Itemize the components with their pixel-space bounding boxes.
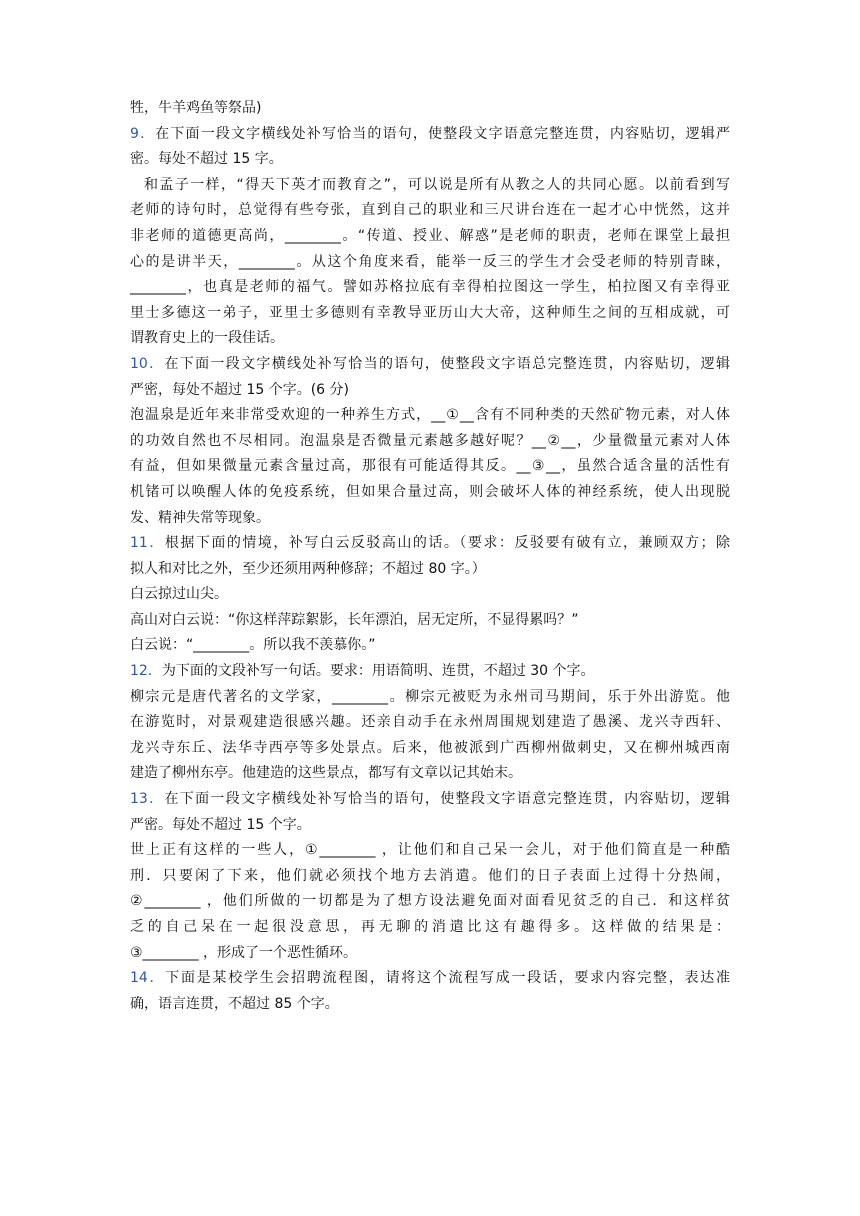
line-text: 有益，但如果微量元素含量过高，那很有可能适得其反。__③__，虽然合适含量的活性有 <box>130 458 730 475</box>
line-text: 高山对白云说：“你这样萍踪絮影，长年漂泊，居无定所，不显得累吗？” <box>130 611 579 628</box>
line-text: 龙兴寺东丘、法华寺西亭等多处景点。后来，他被派到广西柳州做刺史，又在柳州城西南 <box>130 739 730 756</box>
line-text: 在下面一段文字横线处补写恰当的语句，使整段文字语总完整连贯，内容贴切，逻辑 <box>164 355 730 372</box>
text-line <box>130 633 730 659</box>
text-line <box>130 224 730 250</box>
text-line <box>130 608 730 634</box>
line-text: ________，也真是老师的福气。譬如苏格拉底有幸得柏拉图这一学生，柏拉图又有幸得亚 <box>130 279 730 296</box>
question-line <box>130 122 730 148</box>
question-line <box>130 352 730 378</box>
document-page <box>130 96 730 1017</box>
line-text: 世上正有这样的一些人，①________ ，让他们和自己呆一会儿，对于他们简直是一种酷 <box>130 842 730 859</box>
question-number: 13． <box>130 791 165 808</box>
line-text: 在游览时，对景观建造很感兴趣。还亲自动手在永州周围规划建造了愚溪、龙兴寺西轩、 <box>130 714 730 731</box>
text-line <box>130 480 730 506</box>
line-text: 牲，牛羊鸡鱼等祭品) <box>130 100 262 116</box>
line-text: ②________ ，他们所做的一切都是为了想方设法避免面对面看见贫乏的自己．和这样贫 <box>130 893 730 910</box>
question-line <box>130 787 730 813</box>
line-text: 柳宗元是唐代著名的文学家，________。柳宗元被贬为永州司马期间，乐于外出游览。他 <box>130 688 730 705</box>
line-text: 在下面一段文字横线处补写恰当的语句，使整段文字语意完整连贯，内容贴切，逻辑 <box>164 791 730 808</box>
question-line <box>130 966 730 992</box>
text-line <box>130 761 730 787</box>
line-text: 发、精神失常等现象。 <box>130 509 270 526</box>
line-text: 为下面的文段补写一句话。要求：用语简明、连贯，不超过 30 个字。 <box>161 663 595 680</box>
line-text: 心的是讲半天，________。从这个角度来看，能举一反三的学生才会受老师的特别青睐， <box>130 253 730 270</box>
text-line <box>130 429 730 455</box>
text-line <box>130 326 730 352</box>
line-text: 白云掠过山尖。 <box>130 586 228 603</box>
text-line <box>130 403 730 429</box>
text-line <box>130 889 730 915</box>
line-text: 白云说：“________。所以我不羡慕你。” <box>130 637 376 654</box>
line-text: 和孟子一样，“得天下英才而教育之”，可以说是所有从教之人的共同心愿。以前看到写 <box>144 176 730 193</box>
text-line <box>130 915 730 941</box>
text-line <box>130 301 730 327</box>
line-text: 密。每处不超过 15 字。 <box>130 151 283 168</box>
question-number: 9． <box>130 125 156 142</box>
question-number: 10． <box>130 355 165 372</box>
text-line <box>130 838 730 864</box>
text-line <box>130 173 730 199</box>
text-line <box>130 992 730 1018</box>
line-text: 机锗可以唤醒人体的免疫系统，但如果合量过高，则会破坏人体的神经系统，使人出现脱 <box>130 483 730 500</box>
text-line <box>130 198 730 224</box>
line-text: 谓教育史上的一段佳话。 <box>130 330 284 347</box>
line-text: 拟人和对比之外，至少还须用两种修辞；不超过 80 字。） <box>130 560 486 577</box>
text-line <box>130 250 730 276</box>
text-line <box>130 506 730 532</box>
line-text: 刑．只要闲了下来，他们就必须找个地方去消遣。他们的日子表面上过得十分热闹， <box>130 867 730 884</box>
line-text: 老师的诗句时，总觉得有些夸张，直到自己的职业和三尺讲台连在一起才心中恍然，这并 <box>130 202 730 219</box>
line-text: 的功效自然也不尽相同。泡温泉是否微量元素越多越好呢？__②__，少量微量元素对人体 <box>130 432 730 449</box>
text-line <box>130 710 730 736</box>
question-line <box>130 659 730 685</box>
text-line <box>130 685 730 711</box>
text-line <box>130 96 730 122</box>
line-text: ③________ ，形成了一个恶性循环。 <box>130 944 358 961</box>
text-line <box>130 582 730 608</box>
text-line <box>130 378 730 404</box>
text-line <box>130 147 730 173</box>
line-text: 确，语言连贯，不超过 85 个字。 <box>130 995 339 1012</box>
line-text: 下面是某校学生会招聘流程图，请将这个流程写成一段话，要求内容完整，表达准 <box>165 970 730 987</box>
text-line <box>130 557 730 583</box>
line-text: 严密，每处不超过 15 个字。(6 分) <box>130 381 349 398</box>
line-text: 泡温泉是近年来非常受欢迎的一种养生方式，__①__含有不同种类的天然矿物元素，对人体 <box>130 407 730 424</box>
text-line <box>130 941 730 967</box>
text-line <box>130 813 730 839</box>
question-number: 11． <box>130 535 165 552</box>
line-text: 里士多德这一弟子，亚里士多德则有幸教导亚历山大大帝，这种师生之间的互相成就，可 <box>130 304 730 321</box>
text-line <box>130 454 730 480</box>
question-number: 12． <box>130 663 162 680</box>
text-line <box>130 736 730 762</box>
line-text: 非老师的道德更高尚，________。“传道、授业、解惑”是老师的职责，老师在课堂上最担 <box>130 227 730 244</box>
text-line <box>130 275 730 301</box>
question-number: 14． <box>130 970 166 987</box>
line-text: 根据下面的情境，补写白云反驳高山的话。（要求：反驳要有破有立，兼顾双方；除 <box>164 535 730 552</box>
line-text: 严密。每处不超过 15 个字。 <box>130 816 311 833</box>
line-text: 建造了柳州东亭。他建造的这些景点，都写有文章以记其始末。 <box>130 765 522 782</box>
line-text: 在下面一段文字横线处补写恰当的语句，使整段文字语意完整连贯，内容贴切，逻辑严 <box>155 125 730 142</box>
line-text: 乏的自己呆在一起很没意思，再无聊的消遣比这有趣得多。这样做的结果是： <box>130 919 730 935</box>
text-line <box>130 864 730 890</box>
question-line <box>130 531 730 557</box>
